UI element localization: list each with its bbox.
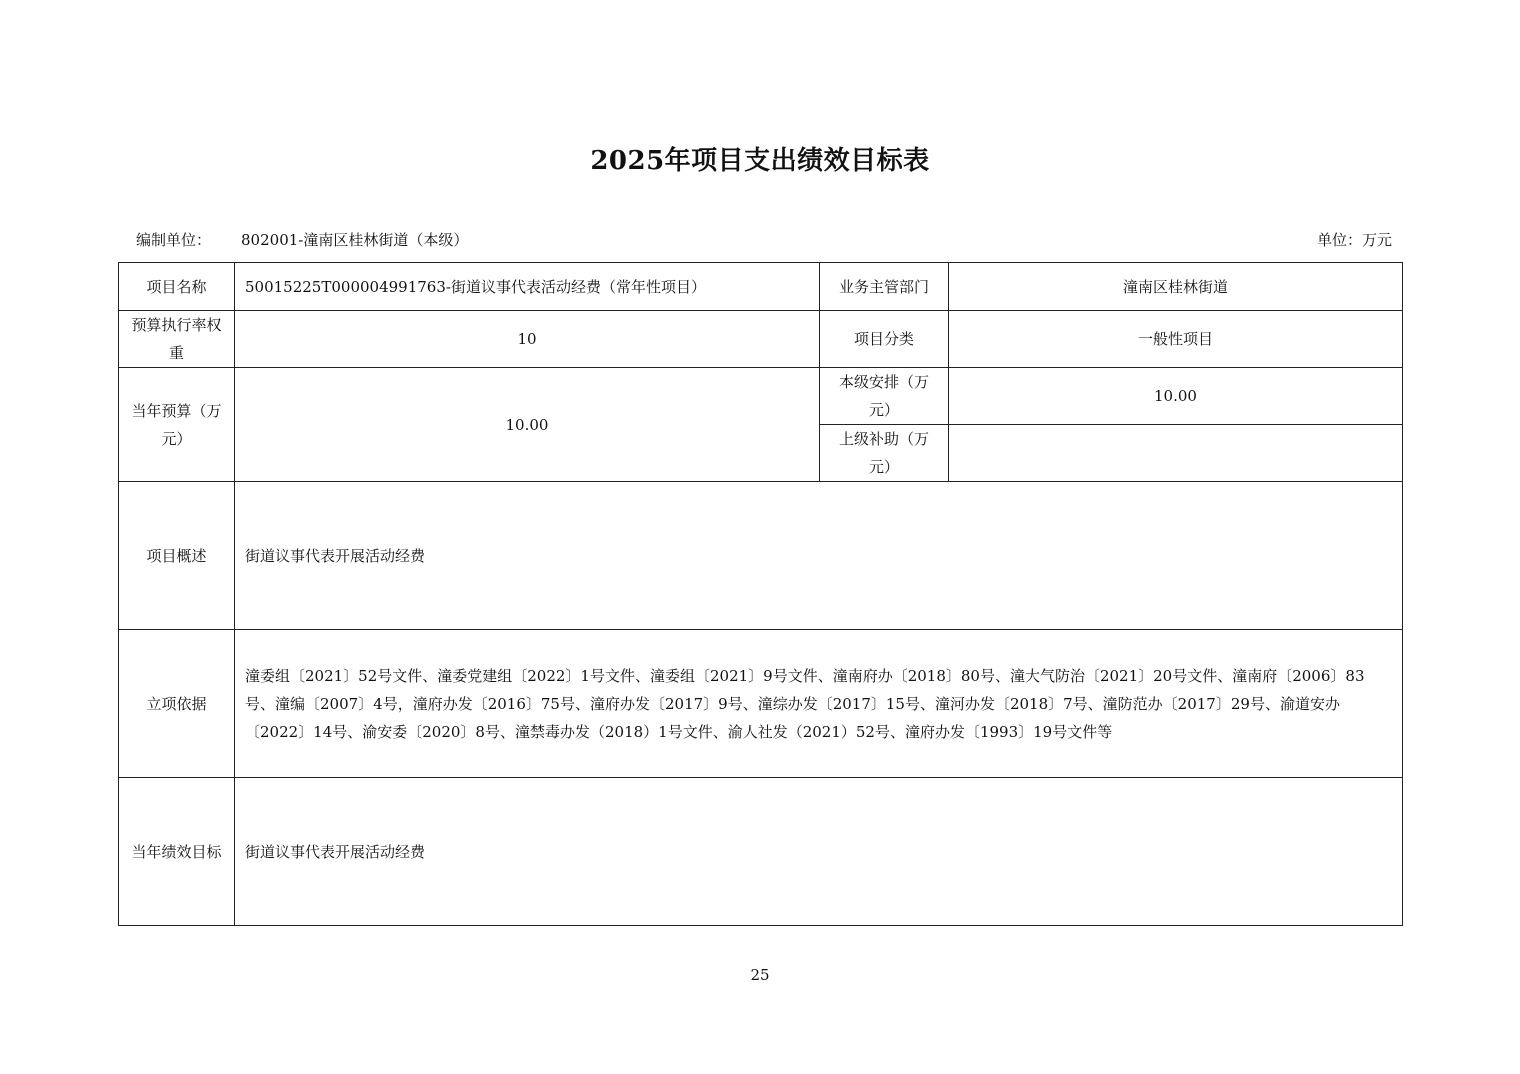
- basis-value: 潼委组〔2021〕52号文件、潼委党建组〔2022〕1号文件、潼委组〔2021〕9号文件、潼南府办〔2018〕80号、潼大气防治〔2021〕20号文件、潼南府〔2006〕83号、潼编〔2007〕4号，潼府办发〔2016〕75号、潼府办发〔2017〕9号、潼综办发〔2017〕15号、潼河办发〔2018〕7号、潼防范办〔2017〕29号、渝道安办〔2022〕14号、渝安委〔2020〕8号、潼禁毒办发（2018）1号文件、渝人社发（2021）52号、潼府办发〔1993〕19号文件等: [235, 630, 1403, 778]
- project-category-value: 一般性项目: [949, 311, 1403, 368]
- table-row: [119, 311, 1403, 368]
- overview-value: 街道议事代表开展活动经费: [235, 482, 1403, 630]
- compiling-unit: [136, 229, 468, 250]
- superior-subsidy-value: [949, 425, 1403, 482]
- project-name-value: 50015225T000004991763-街道议事代表活动经费（常年性项目）: [235, 263, 820, 311]
- annual-goal-label: 当年绩效目标: [119, 778, 235, 926]
- currency-unit: 单位：万元: [1316, 231, 1392, 249]
- table-row: [119, 368, 1403, 425]
- project-category-label: 项目分类: [820, 311, 949, 368]
- project-name-label: 项目名称: [119, 263, 235, 311]
- compiling-unit-value: 802001-潼南区桂林街道（本级）: [241, 231, 469, 249]
- execution-weight-label: 预算执行率权重: [119, 311, 235, 368]
- execution-weight-value: 10: [235, 311, 820, 368]
- annual-budget-label: 当年预算（万元）: [119, 368, 235, 482]
- document-title: 2025年项目支出绩效目标表: [590, 146, 930, 176]
- annual-goal-value: 街道议事代表开展活动经费: [235, 778, 1403, 926]
- competent-dept-label: 业务主管部门: [820, 263, 949, 311]
- table-row: [119, 482, 1403, 630]
- competent-dept-value: 潼南区桂林街道: [949, 263, 1403, 311]
- basis-label: 立项依据: [119, 630, 235, 778]
- table-row: [119, 778, 1403, 926]
- local-allocation-label: 本级安排（万元）: [820, 368, 949, 425]
- local-allocation-value: 10.00: [949, 368, 1403, 425]
- page-number: 25: [750, 966, 770, 984]
- compiling-unit-label: 编制单位：: [136, 231, 212, 249]
- table-row: [119, 630, 1403, 778]
- performance-target-table: [118, 262, 1403, 926]
- superior-subsidy-label: 上级补助（万元）: [820, 425, 949, 482]
- overview-label: 项目概述: [119, 482, 235, 630]
- table-row: [119, 263, 1403, 311]
- annual-budget-value: 10.00: [235, 368, 820, 482]
